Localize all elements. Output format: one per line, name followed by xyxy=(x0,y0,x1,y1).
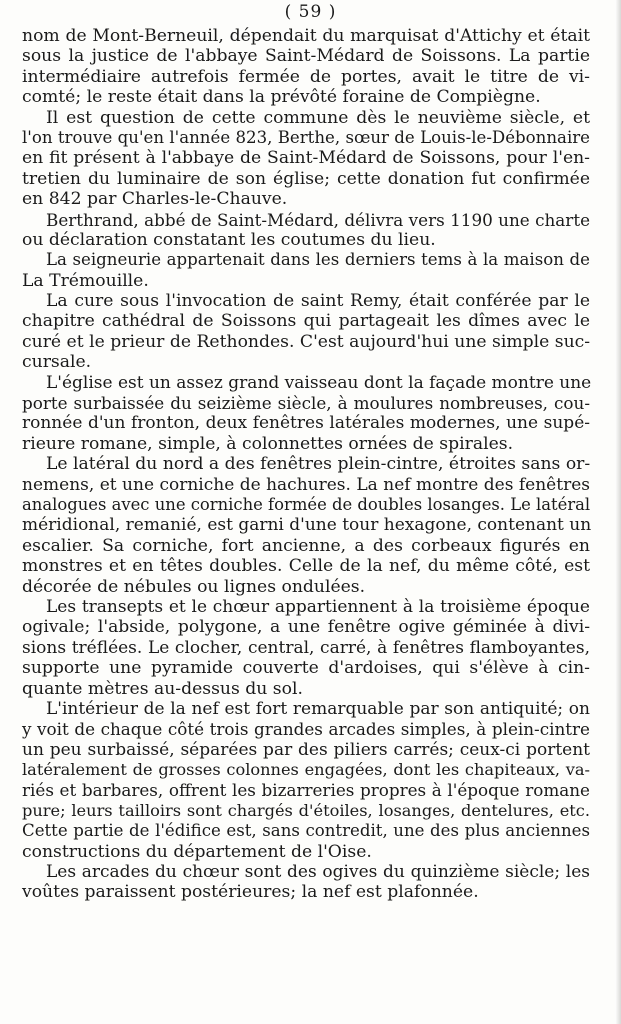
body-text xyxy=(22,26,590,903)
text-line: Il est question de cette commune dès le neuvième siècle, et xyxy=(46,107,590,128)
text-line: rieure romane, simple, à colonnettes ornées de spirales. xyxy=(22,433,514,454)
text-line: L'intérieur de la nef est fort remarquable par son antiquité; on xyxy=(46,698,590,719)
text-line: chapitre cathédral de Soissons qui partageait les dîmes avec le xyxy=(22,311,590,332)
text-line: constructions du département de l'Oise. xyxy=(22,841,372,862)
text-line: ronnée d'un fronton, deux fenêtres latérales modernes, une supé- xyxy=(22,413,590,434)
text-line: nom de Mont-Berneuil, dépendait du marquisat d'Attichy et était xyxy=(22,26,590,46)
text-line: comté; le reste était dans la prévôté foraine de Compiègne. xyxy=(22,87,541,108)
text-line: y voit de chaque côté trois grandes arcades simples, à plein-cintre xyxy=(22,719,590,740)
text-line: nemens, et une corniche de hachures. La nef montre des fenêtres xyxy=(22,474,590,495)
text-line: La cure sous l'invocation de saint Remy, était conférée par le xyxy=(46,291,590,312)
text-line: analogues avec une corniche formée de doubles losanges. Le latéral xyxy=(22,494,591,514)
text-line: Berthrand, abbé de Saint-Médard, délivra vers 1190 une charte xyxy=(46,209,590,230)
text-line: un peu surbaissé, séparées par des piliers carrés; ceux-ci portent xyxy=(22,739,590,760)
text-line: latéralement de grosses colonnes engagées, dont les chapiteaux, va- xyxy=(22,760,590,780)
text-line: quante mètres au-dessus du sol. xyxy=(22,678,303,699)
text-line: monstres et en têtes doubles. Celle de la nef, du même côté, est xyxy=(22,556,590,577)
text-line: La seigneurie appartenait dans les derniers tems à la maison de xyxy=(46,250,590,270)
text-line: curé et le prieur de Rethondes. C'est aujourd'hui une simple suc- xyxy=(22,331,591,352)
text-line: Cette partie de l'édifice est, sans contredit, une des plus anciennes xyxy=(22,821,590,841)
text-line: L'église est un assez grand vaisseau dont la façade montre une xyxy=(46,372,592,393)
text-line: Le latéral du nord a des fenêtres plein-cintre, étroites sans or- xyxy=(46,454,591,475)
text-line: supporte une pyramide couverte d'ardoises, qui s'élève à cin- xyxy=(22,658,590,679)
text-line: La Trémouille. xyxy=(22,270,149,291)
page-edge-shadow xyxy=(615,0,621,1024)
text-line: méridional, remanié, est garni d'une tour hexagone, contenant un xyxy=(22,515,592,536)
text-line: escalier. Sa corniche, fort ancienne, a des corbeaux figurés en xyxy=(22,535,590,556)
text-line: ou déclaration constatant les coutumes du lieu. xyxy=(22,229,436,250)
text-line: ogivale; l'abside, polygone, a une fenêtre ogive géminée à divi- xyxy=(22,617,590,638)
text-line: intermédiaire autrefois fermée de portes, avait le titre de vi- xyxy=(22,66,590,87)
text-line: voûtes paraissent postérieures; la nef est plafonnée. xyxy=(22,882,479,903)
text-line: porte surbaissée du seizième siècle, à moulures nombreuses, cou- xyxy=(22,393,590,414)
text-line: en fit présent à l'abbaye de Saint-Médard de Soissons, pour l'en- xyxy=(22,148,590,169)
page-number: ( 59 ) xyxy=(284,2,337,22)
text-line: décorée de nébules ou lignes ondulées. xyxy=(22,576,366,597)
text-line: sions tréflées. Le clocher, central, carré, à fenêtres flamboyantes, xyxy=(22,637,590,658)
text-line: riés et barbares, offrent les bizarreries propres à l'époque romane xyxy=(22,780,590,801)
text-line: sous la justice de l'abbaye Saint-Médard de Soissons. La partie xyxy=(22,46,590,67)
text-line: en 842 par Charles-le-Chauve. xyxy=(22,189,288,210)
text-line: Les arcades du chœur sont des ogives du quinzième siècle; les xyxy=(46,862,590,883)
text-line: tretien du luminaire de son église; cette donation fut confirmée xyxy=(22,168,590,189)
text-line: l'on trouve qu'en l'année 823, Berthe, sœur de Louis-le-Débonnaire xyxy=(22,127,590,147)
text-line: Les transepts et le chœur appartiennent à la troisième époque xyxy=(46,596,590,617)
text-line: cursale. xyxy=(22,352,92,373)
text-line: pure; leurs tailloirs sont chargés d'étoiles, losanges, dentelures, etc. xyxy=(22,800,590,820)
